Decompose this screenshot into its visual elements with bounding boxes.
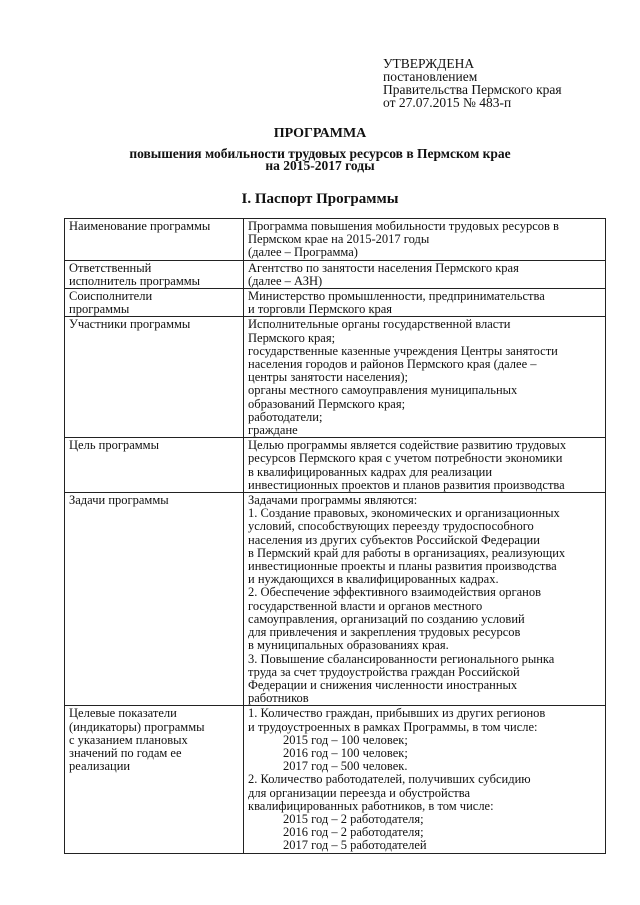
row-value-line: 2017 год – 5 работодателей — [283, 838, 427, 853]
row-value-line: и нуждающихся в квалифицированных кадрах. — [248, 572, 499, 587]
row-label-line: Цель программы — [69, 438, 159, 453]
row-value-line: самоуправления, организаций по созданию условий — [248, 611, 525, 626]
row-value-line: населения городов и районов Пермского края (далее – — [248, 357, 537, 372]
row-value-line: в муниципальных образованиях края. — [248, 638, 449, 653]
table-row — [65, 289, 606, 317]
row-value-line: 2015 год – 100 человек; — [283, 732, 408, 747]
row-value-cell — [244, 317, 606, 438]
row-value-line: инвестиционные проекты и планы развития производства — [248, 559, 557, 574]
row-value-line: Федерации и снижения численности иностранных — [248, 677, 518, 692]
row-value-line: 2015 год – 2 работодателя; — [283, 811, 424, 826]
approval-line: УТВЕРЖДЕНА — [383, 56, 475, 71]
row-value-line: 2. Обеспечение эффективного взаимодействия органов — [248, 585, 541, 600]
row-value-line: для организации переезда и обустройства — [248, 785, 471, 800]
row-value-cell — [244, 493, 606, 706]
row-label-line: Ответственный — [69, 260, 152, 275]
row-value-line: 3. Повышение сбалансированности регионального рынка — [248, 651, 555, 666]
row-value-cell — [244, 260, 606, 288]
row-label-line: (индикаторы) программы — [69, 719, 205, 734]
row-value-line: ресурсов Пермского края с учетом потребности экономики — [248, 451, 563, 466]
table-row — [65, 438, 606, 493]
row-value-line: квалифицированных работников, в том числе: — [248, 798, 494, 813]
row-value-line: инвестиционных проектов и планов развития производства — [248, 477, 565, 492]
row-value-line: Пермского края; — [248, 330, 336, 345]
table-row — [65, 493, 606, 706]
table-row — [65, 317, 606, 438]
table-row — [65, 260, 606, 288]
row-value-line: 2. Количество работодателей, получивших субсидию — [248, 772, 531, 787]
row-label-cell — [65, 260, 244, 288]
row-value-line: работников — [248, 691, 309, 706]
row-value-line: граждане — [248, 423, 298, 438]
row-value-line: условий, способствующих переезду трудоспособного — [248, 519, 534, 534]
row-label-cell — [65, 706, 244, 853]
row-label-line: Наименование программы — [69, 219, 211, 233]
row-value-line: населения из других субъектов Российской Федерации — [248, 532, 540, 547]
row-value-line: Пермском крае на 2015-2017 годы — [248, 232, 430, 247]
row-value-line: и трудоустроенных в рамках Программы, в том числе: — [248, 719, 538, 734]
table-row — [65, 706, 606, 853]
row-value-line: образований Пермского края; — [248, 396, 406, 411]
document-title: ПРОГРАММА — [273, 126, 367, 141]
row-value-line: 1. Количество граждан, прибывших из других регионов — [248, 706, 546, 721]
row-value-line: 2016 год – 2 работодателя; — [283, 825, 424, 840]
row-label-line: значений по годам ее — [69, 745, 182, 760]
row-label-line: Участники программы — [69, 317, 191, 332]
row-value-line: для привлечения и закрепления трудовых ресурсов — [248, 625, 521, 640]
row-label-cell — [65, 317, 244, 438]
row-label-cell — [65, 438, 244, 493]
document-subtitle — [0, 148, 640, 172]
row-value-line: в Пермский край для работы в организациях, реализующих — [248, 545, 566, 560]
row-value-line: работодатели; — [248, 409, 323, 424]
row-value-line: Агентство по занятости населения Пермского края — [248, 260, 519, 275]
row-value-line: (далее – АЗН) — [248, 273, 323, 288]
subtitle-line: на 2015-2017 годы — [265, 158, 375, 173]
approval-stamp — [383, 57, 562, 109]
row-value-cell — [244, 706, 606, 853]
row-value-line: Министерство промышленности, предпринимательства — [248, 289, 545, 304]
row-value-line: в квалифицированных кадрах для реализации — [248, 464, 493, 479]
row-label-cell — [65, 219, 244, 261]
row-value-line: 2016 год – 100 человек; — [283, 745, 408, 760]
row-value-line: государственные казенные учреждения Центры занятости — [248, 343, 558, 358]
row-value-line: труда за счет трудоустройства граждан Российской — [248, 664, 520, 679]
subtitle-line: повышения мобильности трудовых ресурсов в Пермском крае — [129, 146, 511, 161]
passport-table — [64, 218, 606, 854]
row-label-cell — [65, 493, 244, 706]
row-value-line: Исполнительные органы государственной власти — [248, 317, 511, 332]
table-row — [65, 219, 606, 261]
row-label-line: Целевые показатели — [69, 706, 177, 721]
row-value-line: 1. Создание правовых, экономических и организационных — [248, 506, 560, 521]
approval-line: от 27.07.2015 № 483-п — [383, 95, 512, 110]
approval-line: Правительства Пермского края — [383, 82, 562, 97]
row-value-cell — [244, 289, 606, 317]
row-label-cell — [65, 289, 244, 317]
row-label-line: реализации — [69, 759, 131, 774]
row-label-line: Задачи программы — [69, 493, 169, 508]
row-value-line: органы местного самоуправления муниципальных — [248, 383, 518, 398]
row-value-cell — [244, 219, 606, 261]
row-label-line: исполнитель программы — [69, 273, 201, 288]
row-value-line: государственной власти и органов местного — [248, 598, 483, 613]
row-label-line: программы — [69, 302, 130, 317]
section-title: I. Паспорт Программы — [241, 191, 399, 207]
row-value-line: и торговли Пермского края — [248, 302, 393, 317]
row-value-line: Программа повышения мобильности трудовых ресурсов в — [248, 219, 559, 233]
row-label-line: с указанием плановых — [69, 732, 188, 747]
row-value-cell — [244, 438, 606, 493]
row-label-line: Соисполнители — [69, 289, 153, 304]
row-value-line: Целью программы является содействие развитию трудовых — [248, 438, 567, 453]
row-value-line: (далее – Программа) — [248, 245, 358, 260]
approval-line: постановлением — [383, 69, 478, 84]
row-value-line: Задачами программы являются: — [248, 493, 418, 508]
row-value-line: центры занятости населения); — [248, 370, 408, 385]
row-value-line: 2017 год – 500 человек. — [283, 759, 408, 774]
